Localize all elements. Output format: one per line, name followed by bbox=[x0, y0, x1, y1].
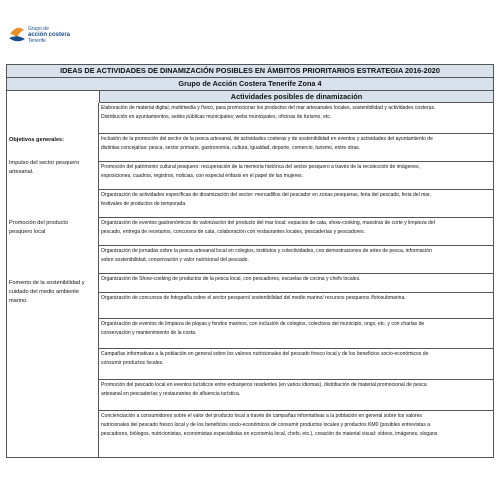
activity-row bbox=[99, 218, 493, 246]
activity-line: Organización de actividades específicas de dinamización del sector: mercadillos del pescador en zonas pesqueras, feria del pescado, feria del mar, bbox=[101, 192, 431, 198]
activity-line: artesanal en pescaderías y restaurantes de afluencia turística. bbox=[101, 391, 241, 397]
activity-line: sobre sostenibilidad, conservación y valor nutricional del pescado. bbox=[101, 257, 249, 263]
activity-line: Promoción del patrimonio cultural pesquero: recuperación de la memoria histórica del sector pesquero a través de la recolección de imágenes, bbox=[101, 164, 420, 170]
objective-line: Fomento de la sostenibilidad y bbox=[9, 280, 85, 286]
activity-line: Organización de Show-cooking de productos de la pesca local, con pescadores, escuelas de cocina y chefs locales. bbox=[101, 276, 361, 282]
objectives-title: Objetivos generales: bbox=[9, 137, 65, 143]
activity-line: exposiciones, cuadros, registros, noticias, con especial énfasis en el papel de las mujeres. bbox=[101, 173, 303, 179]
activity-row bbox=[99, 293, 493, 319]
activity-row bbox=[99, 349, 493, 380]
activity-row bbox=[99, 246, 493, 274]
objective-item bbox=[9, 279, 95, 306]
activity-line: Inclusión de la promoción del sector de la pesca artesanal, de actividades costeras y de sostenibilidad en eventos y actividades del ayuntamiento de bbox=[101, 136, 433, 142]
activity-line: distintas concejalías: pesca, sector primario, gastronomía, cultura, igualdad, deporte, comercio, turismo, entre otras. bbox=[101, 145, 361, 151]
activity-line: Promoción del pescado local en eventos turísticos entre extranjeros residentes (en varios idiomas), distribución de material promocional de pesca bbox=[101, 382, 427, 388]
activity-row bbox=[99, 319, 493, 349]
activity-line: pescado, entrega de recetarios, concursos de cata, colaboración con restaurantes locales, pescaderías y pescadores. bbox=[101, 229, 365, 235]
table-subtitle: Grupo de Acción Costera Tenerife Zona 4 bbox=[7, 78, 493, 91]
activities-column bbox=[99, 103, 493, 457]
activity-line: Organización de eventos gastronómicos de valorización del producto del mar local: espacios de cata, show-cooking, muestras de corte y limpieza del bbox=[101, 220, 435, 226]
activity-row bbox=[99, 274, 493, 293]
activity-line: Campañas informativas a la población en general sobre los valores nutricionales del pescado fresco local y de los beneficios socio-económicos de bbox=[101, 351, 429, 357]
activities-table bbox=[6, 64, 494, 458]
activity-line: consumir productos locales. bbox=[101, 360, 164, 366]
logo-fish-icon bbox=[8, 20, 26, 46]
logo-line-1: Grupo de bbox=[28, 26, 49, 32]
objectives-column bbox=[7, 103, 99, 457]
activity-row bbox=[99, 103, 493, 134]
objective-line: Promoción del producto bbox=[9, 220, 69, 226]
objective-item bbox=[9, 159, 95, 177]
objective-line: cuidado del medio ambiente bbox=[9, 289, 79, 295]
activity-row bbox=[99, 134, 493, 162]
logo-line-3: Tenerife bbox=[28, 38, 46, 44]
activity-line: Distribución en ayuntamientos, sedes públicas municipales; webs municipales, oficinas de turismo, etc. bbox=[101, 114, 332, 120]
activity-row bbox=[99, 411, 493, 457]
activity-line: Concienciación a consumidores sobre el valor del producto local a través de campañas informativas a la población en general sobre los valores bbox=[101, 413, 422, 419]
objective-line: pesquero local bbox=[9, 229, 46, 235]
activity-line: Elaboración de material digital, multimedia y físico, para promocionar los productos del mar artesanales locales, sostenibilidad y actividades costeras. bbox=[101, 105, 436, 111]
activity-row bbox=[99, 190, 493, 218]
objective-line: artesanal. bbox=[9, 169, 34, 175]
activity-row bbox=[99, 380, 493, 411]
logo bbox=[8, 20, 88, 60]
activity-line: nutricionales del pescado fresco local y de los beneficios socio-económicos de consumir productos locales y productos KM0 (posibles entrevistas a bbox=[101, 422, 431, 428]
activity-row bbox=[99, 162, 493, 190]
activity-line: festivales de productos de temporada. bbox=[101, 201, 187, 207]
activity-line: Organización de jornadas sobre la pesca artesanal local en colegios, institutos y colectividades, con demostraciones de artes de pesca, información bbox=[101, 248, 432, 254]
objective-line: marino. bbox=[9, 298, 28, 304]
objective-line: Impulso del sector pesquero bbox=[9, 160, 80, 166]
activity-line: pescadores, biólogos, nutricionistas, economistas especialistas en economía local, chefs, etc.), creación de material visual: vídeos, imágenes, slogans bbox=[101, 431, 438, 437]
activity-line: conservación y mantenimiento de la costa. bbox=[101, 330, 197, 336]
logo-line-2: acción costera bbox=[28, 32, 71, 38]
activity-line: Organización de eventos de limpieza de playas y fondos marinos, con inclusión de colegios, colectivos del municipio, ongs, etc. y con charlas de bbox=[101, 321, 425, 327]
activity-line: Organización de concursos de fotografía sobre el sector pesquero/ sostenibilidad del medio marino/ recursos pesqueros /fotosubmarina. bbox=[101, 295, 406, 301]
objective-item bbox=[9, 219, 95, 237]
table-title: IDEAS DE ACTIVIDADES DE DINAMIZACIÓN POSIBLES EN ÁMBITOS PRIORITARIOS ESTRATEGIA 2016-2020 bbox=[7, 65, 493, 78]
column-header: Actividades posibles de dinamización bbox=[99, 91, 493, 103]
